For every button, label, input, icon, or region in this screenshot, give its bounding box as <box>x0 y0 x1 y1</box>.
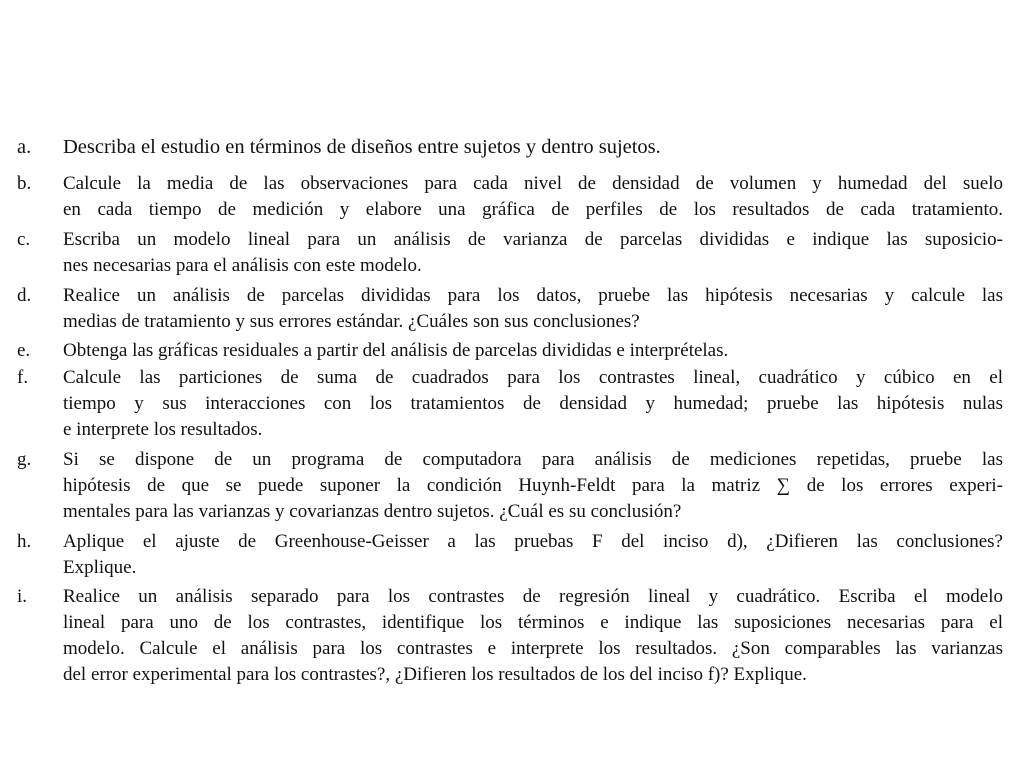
item-line: Describa el estudio en términos de diseños entre sujetos y dentro sujetos. <box>63 136 661 158</box>
item-text <box>63 338 1003 364</box>
item-line: nes necesarias para el análisis con este modelo. <box>63 255 422 276</box>
item-text <box>63 283 1003 335</box>
item-text <box>63 365 1003 443</box>
item-letter: f. <box>17 367 29 388</box>
item-letter: g. <box>17 449 32 470</box>
item-letter: a. <box>17 136 32 158</box>
item-line: Calcule la media de las observaciones para cada nivel de densidad de volumen y humedad del suelo <box>63 173 1003 194</box>
item-line: Aplique el ajuste de Greenhouse-Geisser a las pruebas F del inciso d), ¿Difieren las conclusiones? <box>63 531 1003 552</box>
item-letter: i. <box>17 586 28 607</box>
item-line: Realice un análisis de parcelas divididas para los datos, pruebe las hipótesis necesarias y calcule las <box>63 285 1003 306</box>
item-line: Si se dispone de un programa de computadora para análisis de mediciones repetidas, pruebe las <box>63 449 1003 470</box>
item-letter: c. <box>17 229 31 250</box>
item-line: e interprete los resultados. <box>63 419 263 440</box>
item-line: hipótesis de que se puede suponer la condición Huynh-Feldt para la matriz ∑ de los errores experi- <box>63 475 1003 496</box>
item-line: mentales para las varianzas y covarianzas dentro sujetos. ¿Cuál es su conclusión? <box>63 501 682 522</box>
item-line: tiempo y sus interacciones con los tratamientos de densidad y humedad; pruebe las hipótesis nulas <box>63 393 1003 414</box>
item-line: medias de tratamiento y sus errores estándar. ¿Cuáles son sus conclusiones? <box>63 311 640 332</box>
item-line: Explique. <box>63 557 137 578</box>
item-line: del error experimental para los contrastes?, ¿Difieren los resultados de los del inciso f)? Explique. <box>63 664 807 685</box>
item-text <box>63 529 1003 581</box>
item-letter: h. <box>17 531 32 552</box>
item-line: lineal para uno de los contrastes, identifique los términos e indique las suposiciones necesarias para el <box>63 612 1003 633</box>
item-line: Realice un análisis separado para los contrastes de regresión lineal y cuadrático. Escriba el modelo <box>63 586 1003 607</box>
item-letter: e. <box>17 340 31 361</box>
item-letter: b. <box>17 173 32 194</box>
item-line: Obtenga las gráficas residuales a partir del análisis de parcelas divididas e interprételas. <box>63 340 729 361</box>
item-letter: d. <box>17 285 32 306</box>
item-text <box>63 584 1003 688</box>
item-line: modelo. Calcule el análisis para los contrastes e interprete los resultados. ¿Son comparables las varianzas <box>63 638 1003 659</box>
item-text <box>63 227 1003 279</box>
item-text <box>63 171 1003 223</box>
item-line: en cada tiempo de medición y elabore una gráfica de perfiles de los resultados de cada tratamiento. <box>63 199 1003 220</box>
item-text <box>63 133 1003 161</box>
item-line: Escriba un modelo lineal para un análisis de varianza de parcelas divididas e indique las suposicio- <box>63 229 1003 250</box>
item-line: Calcule las particiones de suma de cuadrados para los contrastes lineal, cuadrático y cúbico en el <box>63 367 1003 388</box>
item-text <box>63 447 1003 525</box>
